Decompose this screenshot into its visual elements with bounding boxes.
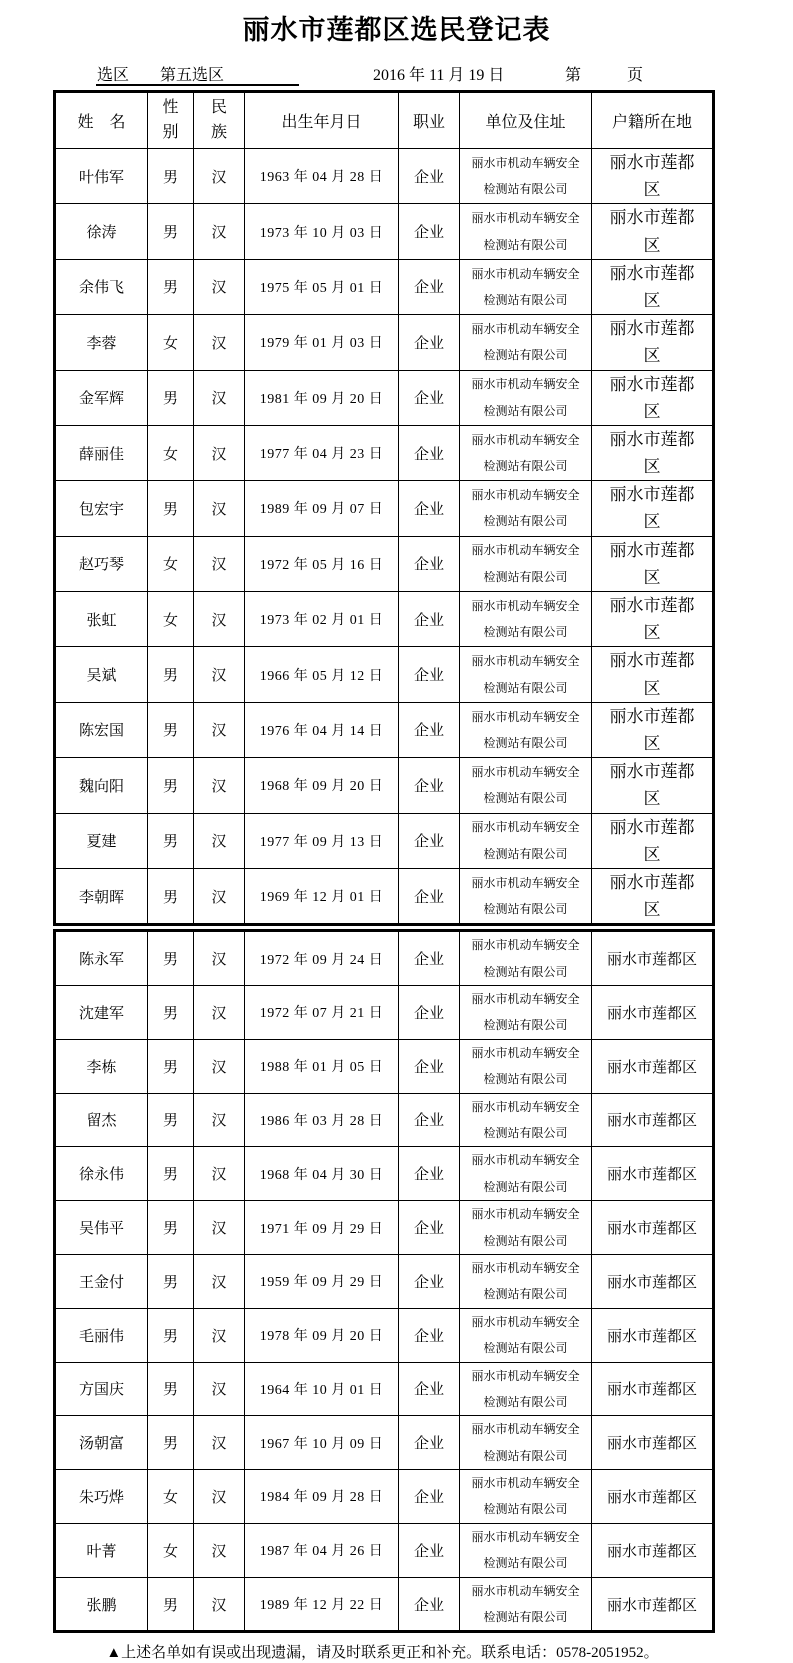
info-line <box>0 62 793 88</box>
footnote: ▲上述名单如有误或出现遗漏，请及时联系更正和补充。联系电话：0578-2051952。 <box>106 1645 659 1662</box>
header-birthdate: 出生年月日 <box>245 92 399 149</box>
cell-birthdate: 1977 年 04 月 23 日 <box>245 425 399 480</box>
cell-gender: 男 <box>148 481 194 536</box>
cell-occupation: 企业 <box>399 315 460 370</box>
cell-unit-address: 丽水市机动车辆安全检测站有限公司 <box>460 425 592 480</box>
cell-residence: 丽水市莲都区 <box>592 702 714 757</box>
cell-residence: 丽水市莲都区 <box>592 1147 714 1201</box>
cell-residence: 丽水市莲都区 <box>592 1470 714 1524</box>
cell-birthdate: 1968 年 09 月 20 日 <box>245 758 399 813</box>
cell-gender: 男 <box>148 1362 194 1416</box>
cell-ethnicity: 汉 <box>194 1201 245 1255</box>
cell-name: 吴伟平 <box>55 1201 148 1255</box>
cell-occupation: 企业 <box>399 868 460 924</box>
cell-residence: 丽水市莲都区 <box>592 1523 714 1577</box>
cell-occupation: 企业 <box>399 149 460 204</box>
cell-residence: 丽水市莲都区 <box>592 149 714 204</box>
cell-birthdate: 1959 年 09 月 29 日 <box>245 1254 399 1308</box>
cell-occupation: 企业 <box>399 1093 460 1147</box>
cell-birthdate: 1967 年 10 月 09 日 <box>245 1416 399 1470</box>
cell-birthdate: 1979 年 01 月 03 日 <box>245 315 399 370</box>
table-row <box>55 149 714 204</box>
cell-ethnicity: 汉 <box>194 813 245 868</box>
cell-name: 陈宏国 <box>55 702 148 757</box>
cell-ethnicity: 汉 <box>194 868 245 924</box>
cell-occupation: 企业 <box>399 1147 460 1201</box>
header-residence: 户籍所在地 <box>592 92 714 149</box>
cell-ethnicity: 汉 <box>194 481 245 536</box>
cell-gender: 女 <box>148 1523 194 1577</box>
cell-ethnicity: 汉 <box>194 931 245 986</box>
table-row <box>55 481 714 536</box>
cell-name: 徐涛 <box>55 204 148 259</box>
cell-residence: 丽水市莲都区 <box>592 813 714 868</box>
cell-residence: 丽水市莲都区 <box>592 647 714 702</box>
cell-unit-address: 丽水市机动车辆安全检测站有限公司 <box>460 315 592 370</box>
header-occupation: 职业 <box>399 92 460 149</box>
cell-name: 李朝晖 <box>55 868 148 924</box>
cell-gender: 女 <box>148 425 194 480</box>
cell-birthdate: 1973 年 02 月 01 日 <box>245 592 399 647</box>
cell-unit-address: 丽水市机动车辆安全检测站有限公司 <box>460 1416 592 1470</box>
cell-birthdate: 1972 年 05 月 16 日 <box>245 536 399 591</box>
cell-gender: 男 <box>148 758 194 813</box>
cell-residence: 丽水市莲都区 <box>592 592 714 647</box>
cell-occupation: 企业 <box>399 425 460 480</box>
cell-name: 张虹 <box>55 592 148 647</box>
cell-name: 赵巧琴 <box>55 536 148 591</box>
cell-ethnicity: 汉 <box>194 1147 245 1201</box>
cell-birthdate: 1986 年 03 月 28 日 <box>245 1093 399 1147</box>
table-row <box>55 813 714 868</box>
cell-occupation: 企业 <box>399 1523 460 1577</box>
cell-name: 方国庆 <box>55 1362 148 1416</box>
cell-occupation: 企业 <box>399 1416 460 1470</box>
table-row <box>55 1039 714 1093</box>
cell-residence: 丽水市莲都区 <box>592 1416 714 1470</box>
cell-name: 李蓉 <box>55 315 148 370</box>
cell-residence: 丽水市莲都区 <box>592 481 714 536</box>
cell-birthdate: 1989 年 12 月 22 日 <box>245 1577 399 1632</box>
cell-ethnicity: 汉 <box>194 1093 245 1147</box>
cell-ethnicity: 汉 <box>194 1362 245 1416</box>
page-title: 丽水市莲都区选民登记表 <box>242 15 551 45</box>
cell-ethnicity: 汉 <box>194 425 245 480</box>
cell-gender: 男 <box>148 1254 194 1308</box>
cell-unit-address: 丽水市机动车辆安全检测站有限公司 <box>460 259 592 314</box>
cell-occupation: 企业 <box>399 1362 460 1416</box>
cell-unit-address: 丽水市机动车辆安全检测站有限公司 <box>460 1039 592 1093</box>
cell-unit-address: 丽水市机动车辆安全检测站有限公司 <box>460 1308 592 1362</box>
cell-occupation: 企业 <box>399 536 460 591</box>
cell-gender: 男 <box>148 1201 194 1255</box>
page-number-prefix: 第 <box>565 67 582 84</box>
cell-unit-address: 丽水市机动车辆安全检测站有限公司 <box>460 931 592 986</box>
cell-ethnicity: 汉 <box>194 370 245 425</box>
cell-name: 余伟飞 <box>55 259 148 314</box>
cell-unit-address: 丽水市机动车辆安全检测站有限公司 <box>460 1254 592 1308</box>
cell-birthdate: 1977 年 09 月 13 日 <box>245 813 399 868</box>
date-text: 2016 年 11 月 19 日 <box>373 67 505 84</box>
cell-ethnicity: 汉 <box>194 259 245 314</box>
cell-residence: 丽水市莲都区 <box>592 204 714 259</box>
cell-occupation: 企业 <box>399 592 460 647</box>
table-row <box>55 1201 714 1255</box>
cell-gender: 女 <box>148 315 194 370</box>
cell-occupation: 企业 <box>399 259 460 314</box>
cell-unit-address: 丽水市机动车辆安全检测站有限公司 <box>460 1093 592 1147</box>
cell-unit-address: 丽水市机动车辆安全检测站有限公司 <box>460 702 592 757</box>
cell-gender: 男 <box>148 1039 194 1093</box>
table-row <box>55 204 714 259</box>
cell-unit-address: 丽水市机动车辆安全检测站有限公司 <box>460 204 592 259</box>
cell-birthdate: 1973 年 10 月 03 日 <box>245 204 399 259</box>
cell-occupation: 企业 <box>399 1470 460 1524</box>
cell-name: 徐永伟 <box>55 1147 148 1201</box>
cell-birthdate: 1987 年 04 月 26 日 <box>245 1523 399 1577</box>
cell-residence: 丽水市莲都区 <box>592 1577 714 1632</box>
cell-name: 汤朝富 <box>55 1416 148 1470</box>
cell-residence: 丽水市莲都区 <box>592 259 714 314</box>
cell-unit-address: 丽水市机动车辆安全检测站有限公司 <box>460 758 592 813</box>
cell-gender: 男 <box>148 931 194 986</box>
table-row <box>55 370 714 425</box>
table-row <box>55 1362 714 1416</box>
cell-unit-address: 丽水市机动车辆安全检测站有限公司 <box>460 481 592 536</box>
cell-residence: 丽水市莲都区 <box>592 1308 714 1362</box>
cell-birthdate: 1978 年 09 月 20 日 <box>245 1308 399 1362</box>
cell-name: 包宏宇 <box>55 481 148 536</box>
cell-unit-address: 丽水市机动车辆安全检测站有限公司 <box>460 647 592 702</box>
header-name: 姓 名 <box>55 92 148 149</box>
table-row <box>55 1254 714 1308</box>
table-row <box>55 931 714 986</box>
cell-birthdate: 1976 年 04 月 14 日 <box>245 702 399 757</box>
cell-occupation: 企业 <box>399 204 460 259</box>
voter-table-section-1 <box>53 90 715 926</box>
precinct-value: 第五选区 <box>160 67 225 84</box>
cell-residence: 丽水市莲都区 <box>592 536 714 591</box>
cell-occupation: 企业 <box>399 931 460 986</box>
cell-birthdate: 1969 年 12 月 01 日 <box>245 868 399 924</box>
cell-ethnicity: 汉 <box>194 1416 245 1470</box>
cell-ethnicity: 汉 <box>194 204 245 259</box>
table-row <box>55 702 714 757</box>
cell-gender: 男 <box>148 813 194 868</box>
cell-unit-address: 丽水市机动车辆安全检测站有限公司 <box>460 1147 592 1201</box>
cell-birthdate: 1968 年 04 月 30 日 <box>245 1147 399 1201</box>
cell-unit-address: 丽水市机动车辆安全检测站有限公司 <box>460 536 592 591</box>
cell-unit-address: 丽水市机动车辆安全检测站有限公司 <box>460 592 592 647</box>
cell-birthdate: 1972 年 07 月 21 日 <box>245 986 399 1040</box>
cell-ethnicity: 汉 <box>194 536 245 591</box>
cell-occupation: 企业 <box>399 1039 460 1093</box>
page-number-suffix: 页 <box>627 67 644 84</box>
table-row <box>55 1523 714 1577</box>
cell-name: 李栋 <box>55 1039 148 1093</box>
cell-gender: 女 <box>148 536 194 591</box>
cell-occupation: 企业 <box>399 986 460 1040</box>
cell-occupation: 企业 <box>399 1254 460 1308</box>
table-row <box>55 758 714 813</box>
precinct-label: 选区 <box>97 67 130 84</box>
cell-name: 叶菁 <box>55 1523 148 1577</box>
cell-gender: 男 <box>148 702 194 757</box>
table-row <box>55 592 714 647</box>
cell-birthdate: 1963 年 04 月 28 日 <box>245 149 399 204</box>
cell-name: 朱巧烨 <box>55 1470 148 1524</box>
cell-gender: 男 <box>148 868 194 924</box>
cell-unit-address: 丽水市机动车辆安全检测站有限公司 <box>460 149 592 204</box>
table-row <box>55 1577 714 1632</box>
cell-birthdate: 1966 年 05 月 12 日 <box>245 647 399 702</box>
cell-gender: 男 <box>148 647 194 702</box>
cell-unit-address: 丽水市机动车辆安全检测站有限公司 <box>460 370 592 425</box>
table-row <box>55 1308 714 1362</box>
table-row <box>55 1416 714 1470</box>
table-row <box>55 259 714 314</box>
cell-unit-address: 丽水市机动车辆安全检测站有限公司 <box>460 1362 592 1416</box>
header-gender: 性别 <box>148 92 194 149</box>
table-row <box>55 536 714 591</box>
table-row <box>55 315 714 370</box>
cell-ethnicity: 汉 <box>194 1308 245 1362</box>
cell-name: 金军辉 <box>55 370 148 425</box>
cell-unit-address: 丽水市机动车辆安全检测站有限公司 <box>460 1523 592 1577</box>
cell-residence: 丽水市莲都区 <box>592 868 714 924</box>
cell-ethnicity: 汉 <box>194 1039 245 1093</box>
cell-gender: 男 <box>148 1093 194 1147</box>
cell-gender: 男 <box>148 986 194 1040</box>
cell-gender: 男 <box>148 1308 194 1362</box>
cell-unit-address: 丽水市机动车辆安全检测站有限公司 <box>460 986 592 1040</box>
cell-residence: 丽水市莲都区 <box>592 758 714 813</box>
cell-gender: 女 <box>148 592 194 647</box>
cell-unit-address: 丽水市机动车辆安全检测站有限公司 <box>460 1470 592 1524</box>
cell-gender: 男 <box>148 1416 194 1470</box>
cell-ethnicity: 汉 <box>194 1523 245 1577</box>
table-row <box>55 868 714 924</box>
cell-residence: 丽水市莲都区 <box>592 1039 714 1093</box>
table-row <box>55 647 714 702</box>
cell-occupation: 企业 <box>399 481 460 536</box>
cell-gender: 男 <box>148 259 194 314</box>
cell-residence: 丽水市莲都区 <box>592 315 714 370</box>
cell-name: 叶伟军 <box>55 149 148 204</box>
cell-residence: 丽水市莲都区 <box>592 1362 714 1416</box>
cell-ethnicity: 汉 <box>194 1254 245 1308</box>
header-unit-address: 单位及住址 <box>460 92 592 149</box>
cell-occupation: 企业 <box>399 1201 460 1255</box>
cell-birthdate: 1988 年 01 月 05 日 <box>245 1039 399 1093</box>
cell-residence: 丽水市莲都区 <box>592 370 714 425</box>
cell-birthdate: 1989 年 09 月 07 日 <box>245 481 399 536</box>
table-row <box>55 1147 714 1201</box>
cell-name: 陈永军 <box>55 931 148 986</box>
cell-ethnicity: 汉 <box>194 758 245 813</box>
cell-occupation: 企业 <box>399 702 460 757</box>
cell-birthdate: 1975 年 05 月 01 日 <box>245 259 399 314</box>
cell-occupation: 企业 <box>399 758 460 813</box>
cell-unit-address: 丽水市机动车辆安全检测站有限公司 <box>460 1577 592 1632</box>
table-row <box>55 1470 714 1524</box>
cell-name: 沈建军 <box>55 986 148 1040</box>
cell-birthdate: 1972 年 09 月 24 日 <box>245 931 399 986</box>
cell-ethnicity: 汉 <box>194 1470 245 1524</box>
cell-gender: 男 <box>148 149 194 204</box>
cell-ethnicity: 汉 <box>194 647 245 702</box>
cell-gender: 男 <box>148 204 194 259</box>
cell-name: 夏建 <box>55 813 148 868</box>
cell-residence: 丽水市莲都区 <box>592 1201 714 1255</box>
cell-unit-address: 丽水市机动车辆安全检测站有限公司 <box>460 813 592 868</box>
header-ethnicity: 民族 <box>194 92 245 149</box>
cell-name: 留杰 <box>55 1093 148 1147</box>
table-row <box>55 986 714 1040</box>
cell-gender: 男 <box>148 370 194 425</box>
cell-occupation: 企业 <box>399 1577 460 1632</box>
cell-residence: 丽水市莲都区 <box>592 986 714 1040</box>
cell-residence: 丽水市莲都区 <box>592 1254 714 1308</box>
cell-gender: 男 <box>148 1577 194 1632</box>
voter-table-section-2 <box>53 929 715 1633</box>
cell-occupation: 企业 <box>399 370 460 425</box>
cell-birthdate: 1971 年 09 月 29 日 <box>245 1201 399 1255</box>
cell-name: 王金付 <box>55 1254 148 1308</box>
cell-occupation: 企业 <box>399 1308 460 1362</box>
cell-ethnicity: 汉 <box>194 149 245 204</box>
cell-residence: 丽水市莲都区 <box>592 425 714 480</box>
table-row <box>55 1093 714 1147</box>
cell-birthdate: 1964 年 10 月 01 日 <box>245 1362 399 1416</box>
cell-name: 吴斌 <box>55 647 148 702</box>
cell-occupation: 企业 <box>399 813 460 868</box>
cell-occupation: 企业 <box>399 647 460 702</box>
cell-name: 薛丽佳 <box>55 425 148 480</box>
cell-ethnicity: 汉 <box>194 315 245 370</box>
cell-birthdate: 1984 年 09 月 28 日 <box>245 1470 399 1524</box>
cell-gender: 女 <box>148 1470 194 1524</box>
cell-name: 魏向阳 <box>55 758 148 813</box>
cell-unit-address: 丽水市机动车辆安全检测站有限公司 <box>460 1201 592 1255</box>
cell-ethnicity: 汉 <box>194 702 245 757</box>
table-row <box>55 425 714 480</box>
cell-residence: 丽水市莲都区 <box>592 1093 714 1147</box>
cell-name: 毛丽伟 <box>55 1308 148 1362</box>
table-header-row <box>55 92 714 149</box>
cell-ethnicity: 汉 <box>194 986 245 1040</box>
cell-ethnicity: 汉 <box>194 1577 245 1632</box>
cell-unit-address: 丽水市机动车辆安全检测站有限公司 <box>460 868 592 924</box>
cell-gender: 男 <box>148 1147 194 1201</box>
cell-birthdate: 1981 年 09 月 20 日 <box>245 370 399 425</box>
cell-ethnicity: 汉 <box>194 592 245 647</box>
cell-residence: 丽水市莲都区 <box>592 931 714 986</box>
cell-name: 张鹏 <box>55 1577 148 1632</box>
